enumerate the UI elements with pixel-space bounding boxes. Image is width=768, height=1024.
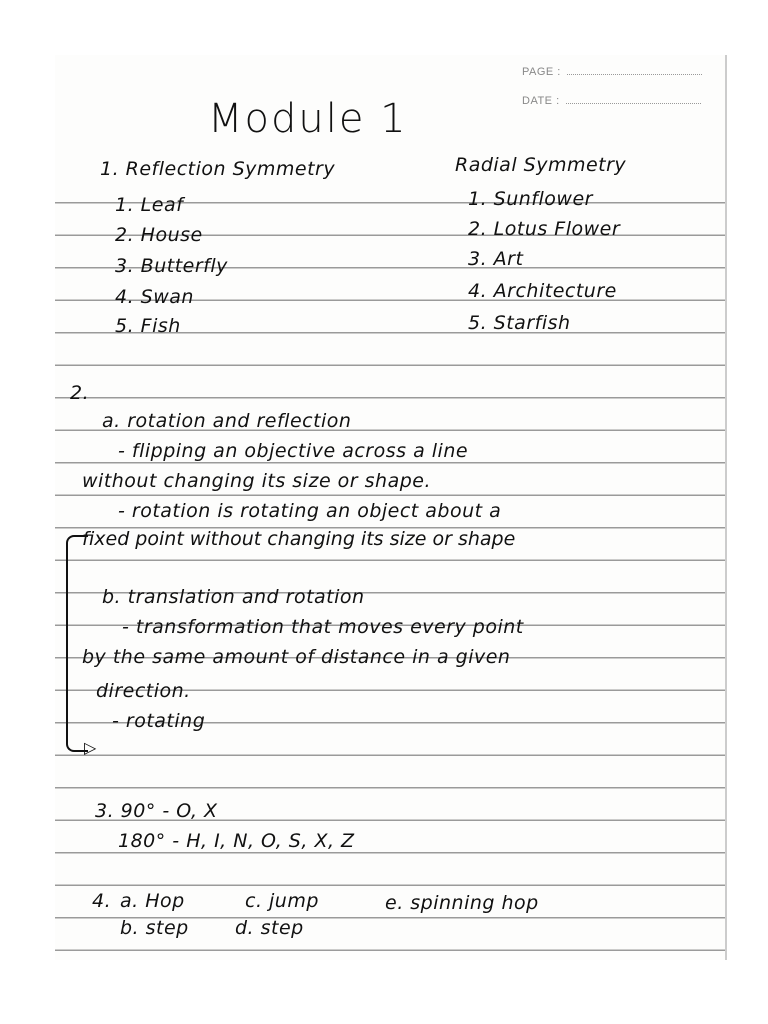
page-title: Module 1 xyxy=(208,96,408,142)
question-3-line: 3. 90° - O, X xyxy=(95,800,218,822)
question-4-number: 4. xyxy=(92,890,112,912)
list-item: 4. Swan xyxy=(115,286,194,308)
answer-item: c. jump xyxy=(245,890,319,912)
page-number-field xyxy=(522,66,702,78)
date-label: DATE : xyxy=(522,95,560,107)
answer-line: - rotating xyxy=(112,710,206,732)
reflection-heading: 1. Reflection Symmetry xyxy=(100,158,336,180)
answer-item: b. step xyxy=(120,917,189,939)
list-item: 5. Fish xyxy=(115,315,181,337)
radial-heading: Radial Symmetry xyxy=(455,154,627,176)
list-item: 2. Lotus Flower xyxy=(468,218,621,240)
answer-line: a. rotation and reflection xyxy=(102,410,352,432)
date-field xyxy=(522,95,701,107)
answer-item: d. step xyxy=(235,917,304,939)
answer-line: fixed point without changing its size or shape xyxy=(82,528,516,550)
page-label: PAGE : xyxy=(522,66,561,78)
answer-line: b. translation and rotation xyxy=(102,586,365,608)
answer-item: e. spinning hop xyxy=(385,892,539,914)
list-item: 4. Architecture xyxy=(468,280,617,302)
answer-line: without changing its size or shape. xyxy=(82,470,432,492)
list-item: 1. Sunflower xyxy=(468,188,593,210)
list-item: 1. Leaf xyxy=(115,194,184,216)
answer-line: direction. xyxy=(96,680,191,702)
page-edge xyxy=(725,55,727,960)
question-3-line: 180° - H, I, N, O, S, X, Z xyxy=(118,830,355,852)
list-item: 3. Art xyxy=(468,248,524,270)
list-item: 2. House xyxy=(115,224,203,246)
bracket-mark xyxy=(66,535,88,752)
answer-line: - rotation is rotating an object about a xyxy=(118,500,502,522)
question-2-number: 2. xyxy=(70,382,90,404)
answer-line: by the same amount of distance in a given xyxy=(82,646,511,668)
arrow-icon: ▷ xyxy=(84,738,97,757)
list-item: 5. Starfish xyxy=(468,312,571,334)
answer-item: a. Hop xyxy=(120,890,185,912)
answer-line: - flipping an objective across a line xyxy=(118,440,469,462)
answer-line: - transformation that moves every point xyxy=(122,616,524,638)
list-item: 3. Butterfly xyxy=(115,255,228,277)
